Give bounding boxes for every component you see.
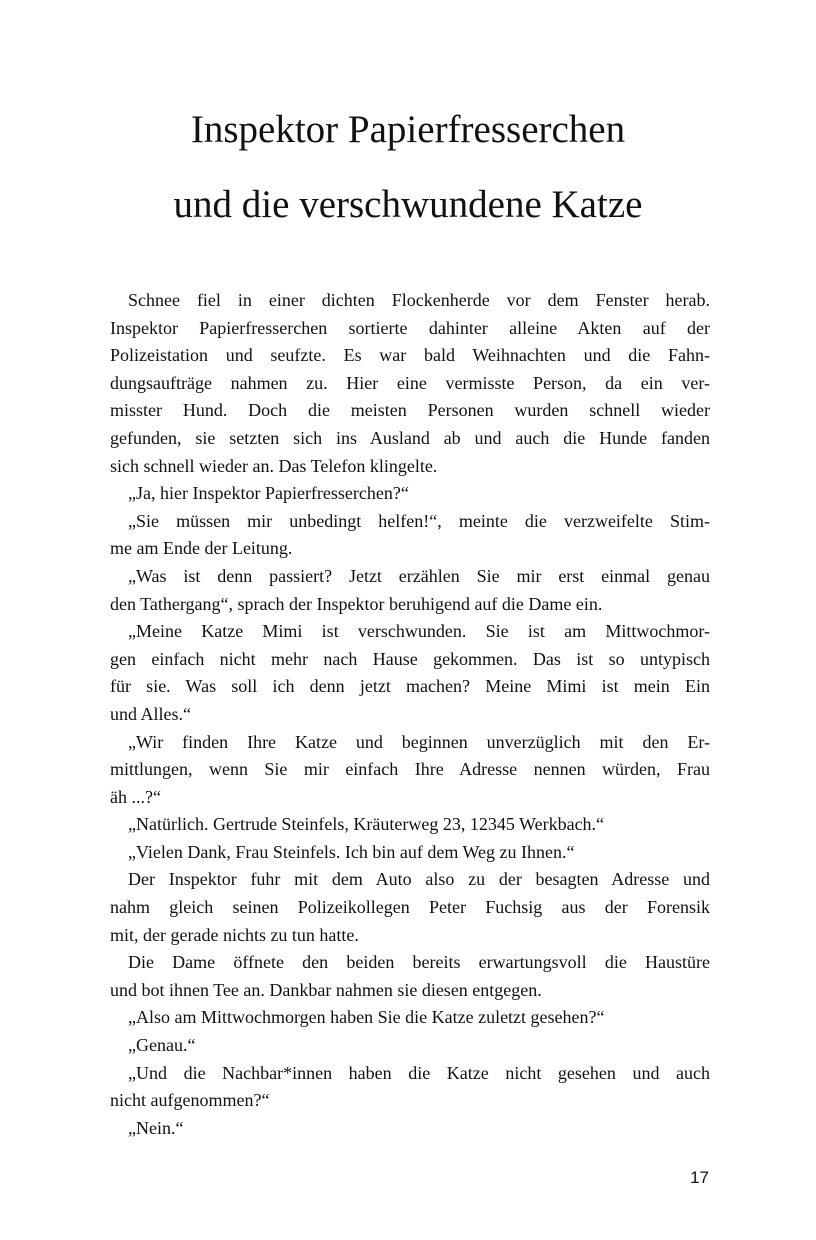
text-line: „Ja, hier Inspektor Papierfresserchen?“ [128, 483, 409, 504]
text-line: Die Dame öffnete den beiden bereits erwartungsvoll die Haustüre [128, 952, 710, 973]
text-line: Schnee fiel in einer dichten Flockenherde vor dem Fenster herab. [128, 290, 710, 310]
text-line: und Alles.“ [110, 703, 191, 724]
text-line: gefunden, sie setzten sich ins Ausland ab und auch die Hunde fanden [110, 427, 710, 448]
text-line: für sie. Was soll ich denn jetzt machen? Meine Mimi ist mein Ein [110, 676, 710, 697]
text-line: misster Hund. Doch die meisten Personen wurden schnell wieder [110, 400, 710, 421]
text-line: „Natürlich. Gertrude Steinfels, Kräuterweg 23, 12345 Werkbach.“ [128, 814, 605, 835]
text-line: „Sie müssen mir unbedingt helfen!“, meinte die verzweifelte Stim- [128, 510, 710, 531]
text-line: Polizeistation und seufzte. Es war bald Weihnachten und die Fahn- [110, 345, 710, 366]
text-line: nicht aufgenommen?“ [110, 1090, 270, 1111]
text-line: mit, der gerade nichts zu tun hatte. [110, 924, 359, 945]
text-line: „Nein.“ [128, 1117, 184, 1138]
text-line: „Was ist denn passiert? Jetzt erzählen Sie mir erst einmal genau [128, 565, 710, 586]
text-line: gen einfach nicht mehr nach Hause gekommen. Das ist so untypisch [110, 648, 710, 669]
text-line: „Meine Katze Mimi ist verschwunden. Sie ist am Mittwochmor- [128, 621, 710, 642]
text-line: „Also am Mittwochmorgen haben Sie die Katze zuletzt gesehen?“ [128, 1007, 605, 1028]
chapter-title-line-2: und die verschwundene Katze [173, 183, 643, 226]
text-line: mittlungen, wenn Sie mir einfach Ihre Adresse nennen würden, Frau [110, 759, 710, 780]
text-line: äh ...?“ [110, 786, 161, 807]
page-number: 17 [690, 1168, 709, 1187]
text-line: den Tathergang“, sprach der Inspektor beruhigend auf die Dame ein. [110, 593, 603, 614]
text-line: „Wir finden Ihre Katze und beginnen unverzüglich mit den Er- [128, 731, 710, 752]
chapter-title-line-1: Inspektor Papierfresserchen [190, 108, 626, 151]
text-line: Der Inspektor fuhr mit dem Auto also zu der besagten Adresse und [128, 869, 710, 890]
text-line: Inspektor Papierfresserchen sortierte dahinter alleine Akten auf der [110, 317, 710, 338]
text-line: dungsaufträge nahmen zu. Hier eine vermisste Person, da ein ver- [110, 372, 710, 393]
text-line: und bot ihnen Tee an. Dankbar nahmen sie diesen entgegen. [110, 979, 542, 1000]
chapter-body [110, 290, 710, 1145]
text-line: „Genau.“ [128, 1035, 196, 1056]
text-line: „Vielen Dank, Frau Steinfels. Ich bin auf dem Weg zu Ihnen.“ [128, 841, 575, 862]
text-line: me am Ende der Leitung. [110, 538, 293, 559]
text-line: sich schnell wieder an. Das Telefon klingelte. [110, 455, 438, 476]
text-line: „Und die Nachbar*innen haben die Katze nicht gesehen und auch [128, 1062, 710, 1083]
text-line: nahm gleich seinen Polizeikollegen Peter Fuchsig aus der Forensik [110, 897, 710, 918]
